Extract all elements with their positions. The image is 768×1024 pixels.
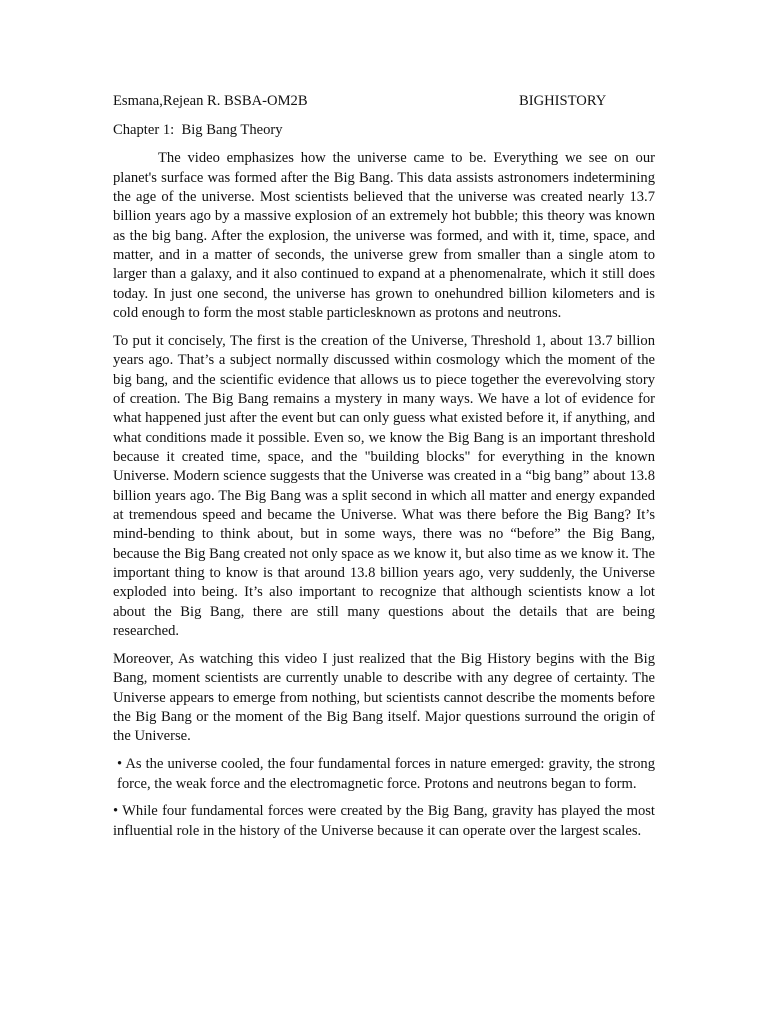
document-page (113, 92, 655, 850)
bullet-item-forces: • As the universe cooled, the four fundamental forces in nature emerged: gravity, the strong force, the weak force and the electromagnetic force. Protons and neutrons began to form. (117, 756, 655, 792)
paragraph-threshold: To put it concisely, The first is the creation of the Universe, Threshold 1, about 13.7 billion years ago. That’s a subject normally discussed within cosmology which the moment of the big bang, and the scientific evidence that allows us to piece together the everevolving story of creation. The Big Bang remains a mystery in many ways. We have a lot of evidence for what happened just after the event but can only guess what existed before it, if anything, and what conditions made it possible. Even so, we know the Big Bang is an important threshold because it created time, space, and the "building blocks" for everything in the known Universe. Modern science suggests that the Universe was created in a “big bang” about 13.8 billion years ago. The Big Bang was a split second in which all matter and energy expanded at tremendous speed and became the Universe. What was there before the Big Bang? It’s mind-bending to think about, but in some ways, there was no “before” the Big Bang, because the Big Bang created not only space as we know it, but also time as we know it. The important thing to know is that around 13.8 billion years ago, very suddenly, the Universe exploded into being. It’s also important to recognize that although scientists know a lot about the Big Bang, there are still many questions about the details that are being researched. (113, 332, 655, 640)
bullet-item-gravity: • While four fundamental forces were created by the Big Bang, gravity has played the most influential role in the history of the Universe because it can operate over the largest scales. (113, 803, 655, 839)
course-title: BIGHISTORY (519, 93, 607, 109)
document-header (113, 92, 655, 112)
author-line: Esmana,Rejean R. BSBA-OM2B (113, 93, 308, 109)
chapter-title: Chapter 1: Big Bang Theory (113, 122, 283, 138)
paragraph-reflection: Moreover, As watching this video I just realized that the Big History begins with the Big Bang, moment scientists are currently unable to describe with any degree of certainty. The Universe appears to emerge from nothing, but scientists cannot describe the moments before the Big Bang or the moment of the Big Bang itself. Major questions surround the origin of the Universe. (113, 650, 655, 745)
paragraph-intro: The video emphasizes how the universe came to be. Everything we see on our planet's surface was formed after the Big Bang. This data assists astronomers indetermining the age of the universe. Most scientists believed that the universe was created nearly 13.7 billion years ago by a massive explosion of an extremely hot bubble; this theory was known as the big bang. After the explosion, the universe was formed, and with it, time, space, and matter, and in a matter of seconds, the universe grew from smaller than a single atom to larger than a galaxy, and it also continued to expand at a phenomenalrate, which it still does today. In just one second, the universe has grown to onehundred billion kilometers and is cold enough to form the most stable particlesknown as protons and neutrons. (113, 150, 655, 322)
